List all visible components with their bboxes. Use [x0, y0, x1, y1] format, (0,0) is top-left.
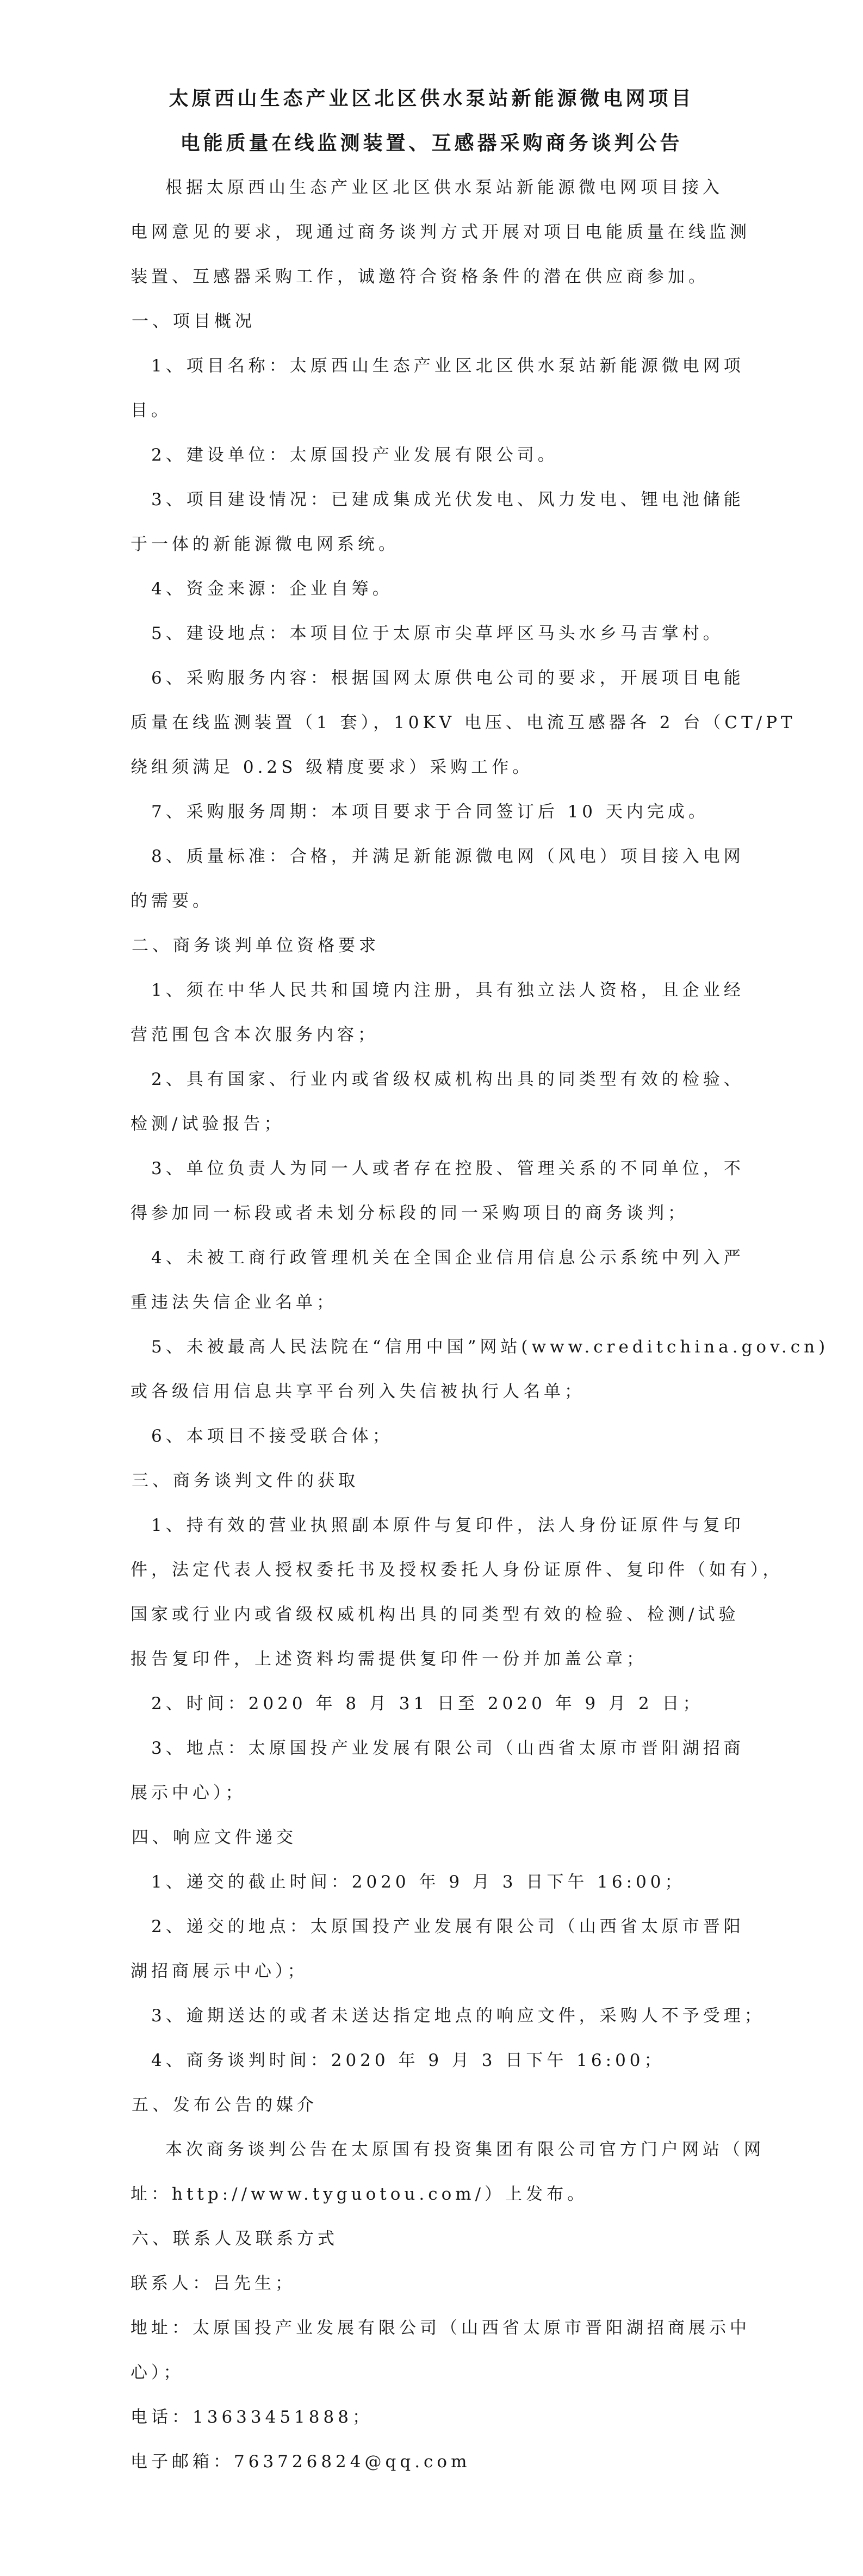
paragraph-first-line: 本次商务谈判公告在太原国有投资集团有限公司官方门户网站（网: [165, 2140, 765, 2159]
numbered-item-line: 5、建设地点：本项目位于太原市尖草坪区马头水乡马吉掌村。: [151, 624, 724, 643]
wrapped-text-line: 湖招商展示中心）；: [131, 1962, 308, 1981]
numbered-item-line: 2、具有国家、行业内或省级权威机构出具的同类型有效的检验、: [151, 1070, 744, 1089]
numbered-item-line: 1、项目名称：太原西山生态产业区北区供水泵站新能源微电网项: [151, 356, 744, 376]
document-title-line-2: 电能质量在线监测装置、互感器采购商务谈判公告: [180, 132, 683, 154]
text-line: 联系人：吕先生；: [131, 2274, 296, 2293]
section-heading: 四、响应文件递交: [132, 1828, 297, 1847]
wrapped-text-line: 重违法失信企业名单；: [131, 1293, 337, 1312]
wrapped-text-line: 报告复印件，上述资料均需提供复印件一份并加盖公章；: [131, 1649, 647, 1669]
wrapped-text-line: 展示中心）；: [131, 1783, 246, 1803]
wrapped-text-line: 绕组须满足 0.2S 级精度要求）采购工作。: [131, 758, 533, 777]
wrapped-text-line: 的需要。: [131, 891, 213, 911]
numbered-item-line: 8、质量标准：合格，并满足新能源微电网（风电）项目接入电网: [151, 847, 744, 866]
text-line: 电子邮箱：763726824@qq.com: [131, 2452, 471, 2472]
numbered-item-line: 5、未被最高人民法院在“信用中国”网站(www.creditchina.gov.cn): [151, 1337, 829, 1357]
numbered-item-line: 3、项目建设情况：已建成集成光伏发电、风力发电、锂电池储能: [151, 490, 744, 510]
text-line: 地址：太原国投产业发展有限公司（山西省太原市晋阳湖招商展示中: [131, 2318, 750, 2338]
wrapped-text-line: 电网意见的要求，现通过商务谈判方式开展对项目电能质量在线监测: [131, 222, 750, 242]
wrapped-text-line: 址：http://www.tyguotou.com/）上发布。: [131, 2184, 588, 2204]
section-heading: 六、联系人及联系方式: [132, 2229, 338, 2249]
document-body: [131, 165, 863, 2484]
numbered-item-line: 3、逾期送达的或者未送达指定地点的响应文件，采购人不予受理；: [151, 2006, 765, 2026]
numbered-item-line: 1、须在中华人民共和国境内注册，具有独立法人资格，且企业经: [151, 980, 744, 1000]
text-line: 电话：13633451888；: [131, 2407, 373, 2427]
numbered-item-line: 4、商务谈判时间：2020 年 9 月 3 日下午 16:00；: [151, 2051, 665, 2070]
wrapped-text-line: 目。: [131, 401, 172, 420]
numbered-item-line: 7、采购服务周期：本项目要求于合同签订后 10 天内完成。: [151, 802, 709, 822]
wrapped-text-line: 质量在线监测装置（1 套），10KV 电压、电流互感器各 2 台（CT/PT: [131, 713, 796, 733]
numbered-item-line: 2、建设单位：太原国投产业发展有限公司。: [151, 445, 558, 465]
numbered-item-line: 1、持有效的营业执照副本原件与复印件，法人身份证原件与复印: [151, 1516, 744, 1535]
section-heading: 三、商务谈判文件的获取: [132, 1471, 359, 1491]
wrapped-text-line: 装置、互感器采购工作，诚邀符合资格条件的潜在供应商参加。: [131, 267, 709, 287]
document-title-line-1: 太原西山生态产业区北区供水泵站新能源微电网项目: [169, 87, 694, 110]
section-heading: 一、项目概况: [132, 312, 256, 331]
wrapped-text-line: 得参加同一标段或者未划分标段的同一采购项目的商务谈判；: [131, 1203, 688, 1223]
paragraph-first-line: 根据太原西山生态产业区北区供水泵站新能源微电网项目接入: [165, 178, 723, 197]
numbered-item-line: 6、采购服务内容：根据国网太原供电公司的要求，开展项目电能: [151, 668, 744, 688]
section-heading: 五、发布公告的媒介: [132, 2095, 318, 2115]
numbered-item-line: 1、递交的截止时间：2020 年 9 月 3 日下午 16:00；: [151, 1872, 686, 1892]
numbered-item-line: 4、未被工商行政管理机关在全国企业信用信息公示系统中列入严: [151, 1248, 744, 1268]
wrapped-text-line: 或各级信用信息共享平台列入失信被执行人名单；: [131, 1382, 585, 1401]
wrapped-text-line: 心）；: [131, 2363, 184, 2382]
wrapped-text-line: 检测/试验报告；: [131, 1114, 285, 1134]
wrapped-text-line: 营范围包含本次服务内容；: [131, 1025, 378, 1045]
wrapped-text-line: 于一体的新能源微电网系统。: [131, 535, 399, 554]
numbered-item-line: 6、本项目不接受联合体；: [151, 1426, 393, 1446]
numbered-item-line: 4、资金来源：企业自筹。: [151, 579, 393, 599]
numbered-item-line: 3、单位负责人为同一人或者存在控股、管理关系的不同单位，不: [151, 1159, 744, 1178]
numbered-item-line: 3、地点：太原国投产业发展有限公司（山西省太原市晋阳湖招商: [151, 1739, 744, 1758]
section-heading: 二、商务谈判单位资格要求: [132, 936, 380, 955]
wrapped-text-line: 件，法定代表人授权委托书及授权委托人身份证原件、复印件（如有），: [131, 1560, 784, 1580]
numbered-item-line: 2、递交的地点：太原国投产业发展有限公司（山西省太原市晋阳: [151, 1917, 744, 1936]
wrapped-text-line: 国家或行业内或省级权威机构出具的同类型有效的检验、检测/试验: [131, 1605, 740, 1624]
numbered-item-line: 2、时间：2020 年 8 月 31 日至 2020 年 9 月 2 日；: [151, 1694, 704, 1714]
